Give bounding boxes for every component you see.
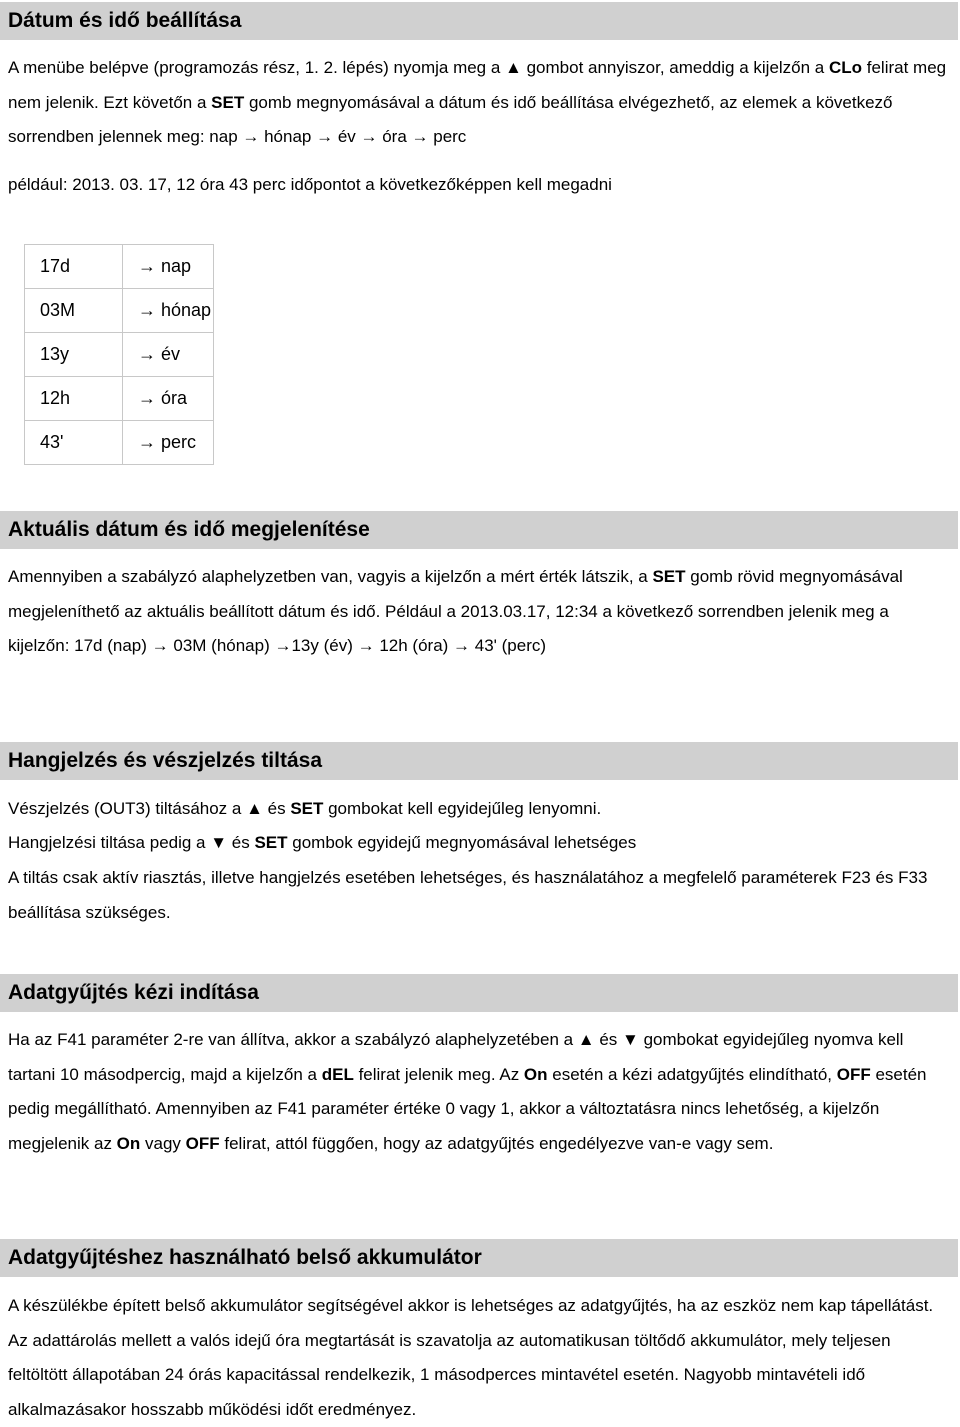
text-run: vagy	[140, 1133, 186, 1153]
datetime-example-paragraph: például: 2013. 03. 17, 12 óra 43 perc időpontot a következőképpen kell megadni	[8, 175, 612, 194]
table-row	[25, 245, 214, 289]
table-row	[25, 289, 214, 333]
table-cell-label: → nap	[123, 245, 214, 289]
text-run: felirat meg nem jelenik. Ezt követőn a	[8, 58, 947, 112]
table-cell-label: → hónap	[123, 289, 214, 333]
text-run: Amennyiben a szabályzó alaphelyzetben van, vagyis a kijelzőn a mért érték látszik, a	[8, 567, 653, 586]
table-cell-code: 13y	[25, 333, 123, 377]
bold-term: On	[523, 1064, 548, 1084]
bold-term: dEL	[321, 1064, 354, 1084]
section-heading-alarm-disable: Hangjelzés és vészjelzés tiltása	[0, 742, 958, 780]
bold-term: OFF	[185, 1133, 220, 1153]
table-cell-code: 43'	[25, 421, 123, 465]
datetime-code-table	[24, 244, 214, 465]
current-datetime-paragraph	[8, 560, 953, 664]
bold-term: SET	[211, 92, 245, 112]
text-run: A menübe belépve (programozás rész, 1. 2. lépés) nyomja meg a ▲ gombot annyiszor, ameddig a kijelzőn a	[8, 58, 829, 77]
table-cell-code: 12h	[25, 377, 123, 421]
section-heading-datetime-setting: Dátum és idő beállítása	[0, 2, 958, 40]
bold-term: SET	[652, 567, 686, 586]
alarm-disable-paragraph-2	[8, 826, 953, 861]
text-run: gombok egyidejű megnyomásával lehetséges	[287, 833, 637, 852]
text-run: gombokat kell egyidejűleg lenyomni.	[323, 799, 602, 818]
datetime-setting-paragraph	[8, 51, 953, 155]
table-cell-code: 03M	[25, 289, 123, 333]
text-run: felirat, attól függően, hogy az adatgyűjtés engedélyezve van-e vagy sem.	[219, 1133, 774, 1153]
text-run: felirat jelenik meg. Az	[353, 1064, 524, 1084]
table-cell-label: → perc	[123, 421, 214, 465]
section-heading-internal-battery: Adatgyűjtéshez használható belső akkumulátor	[0, 1239, 958, 1277]
section-heading-current-datetime: Aktuális dátum és idő megjelenítése	[0, 511, 958, 549]
alarm-disable-paragraph-3: A tiltás csak aktív riasztás, illetve hangjelzés esetében lehetséges, és használatához a megfelelő paraméterek F23 és F33 beállítása szükséges.	[8, 868, 928, 922]
bold-term: On	[116, 1133, 141, 1153]
manual-logging-paragraph	[8, 1023, 953, 1161]
bold-term: CLo	[828, 58, 863, 77]
bold-term: SET	[254, 833, 288, 852]
table-cell-label: → óra	[123, 377, 214, 421]
bold-term: SET	[290, 799, 324, 818]
text-run: esetén a kézi adatgyűjtés elindítható,	[547, 1064, 837, 1084]
internal-battery-paragraph: A készülékbe épített belső akkumulátor segítségével akkor is lehetséges az adatgyűjtés, ha az eszköz nem kap tápellátást. Az adattárolás mellett a valós idejű óra megtartását is szavatolja az automatikusan töltődő akkumulátor, mely teljesen feltöltött állapotában 24 órás kapacitással rendelkezik, 1 másodperces mintavétel esetén. Nagyobb mintavételi idő alkalmazásakor hosszabb működési időt eredményez.	[8, 1296, 934, 1419]
text-run: Hangjelzési tiltása pedig a ▼ és	[8, 833, 255, 852]
bold-term: OFF	[836, 1064, 871, 1084]
text-run: Ha az F41 paraméter 2-re van állítva, akkor a szabályzó alaphelyzetében a ▲ és ▼ gombokat egyidejűleg nyomva kell tartani 10 másodpercig, majd a kijelzőn a	[8, 1030, 904, 1084]
table-cell-label: → év	[123, 333, 214, 377]
text-run: esetén pedig megállítható. Amennyiben az F41 paraméter értéke 0 vagy 1, akkor a változtatásra nincs lehetőség, a kijelzőn megjelenik az	[8, 1064, 927, 1153]
table-cell-code: 17d	[25, 245, 123, 289]
text-run: gomb rövid megnyomásával megjeleníthető az aktuális beállított dátum és idő. Például a 2013.03.17, 12:34 a következő sorrendben jelenik meg a kijelzőn: 17d (nap) → 03M (hónap) →13y (év) → 12h (óra) → 43' (perc)	[8, 567, 903, 655]
text-run: Vészjelzés (OUT3) tiltásához a ▲ és	[8, 799, 291, 818]
table-row	[25, 333, 214, 377]
alarm-disable-paragraph-1	[8, 792, 953, 827]
table-row	[25, 421, 214, 465]
table-row	[25, 377, 214, 421]
text-run: gomb megnyomásával a dátum és idő beállítása elvégezhető, az elemek a következő sorrendben jelennek meg: nap → hónap → év → óra → perc	[8, 92, 893, 146]
section-heading-manual-logging: Adatgyűjtés kézi indítása	[0, 974, 958, 1012]
